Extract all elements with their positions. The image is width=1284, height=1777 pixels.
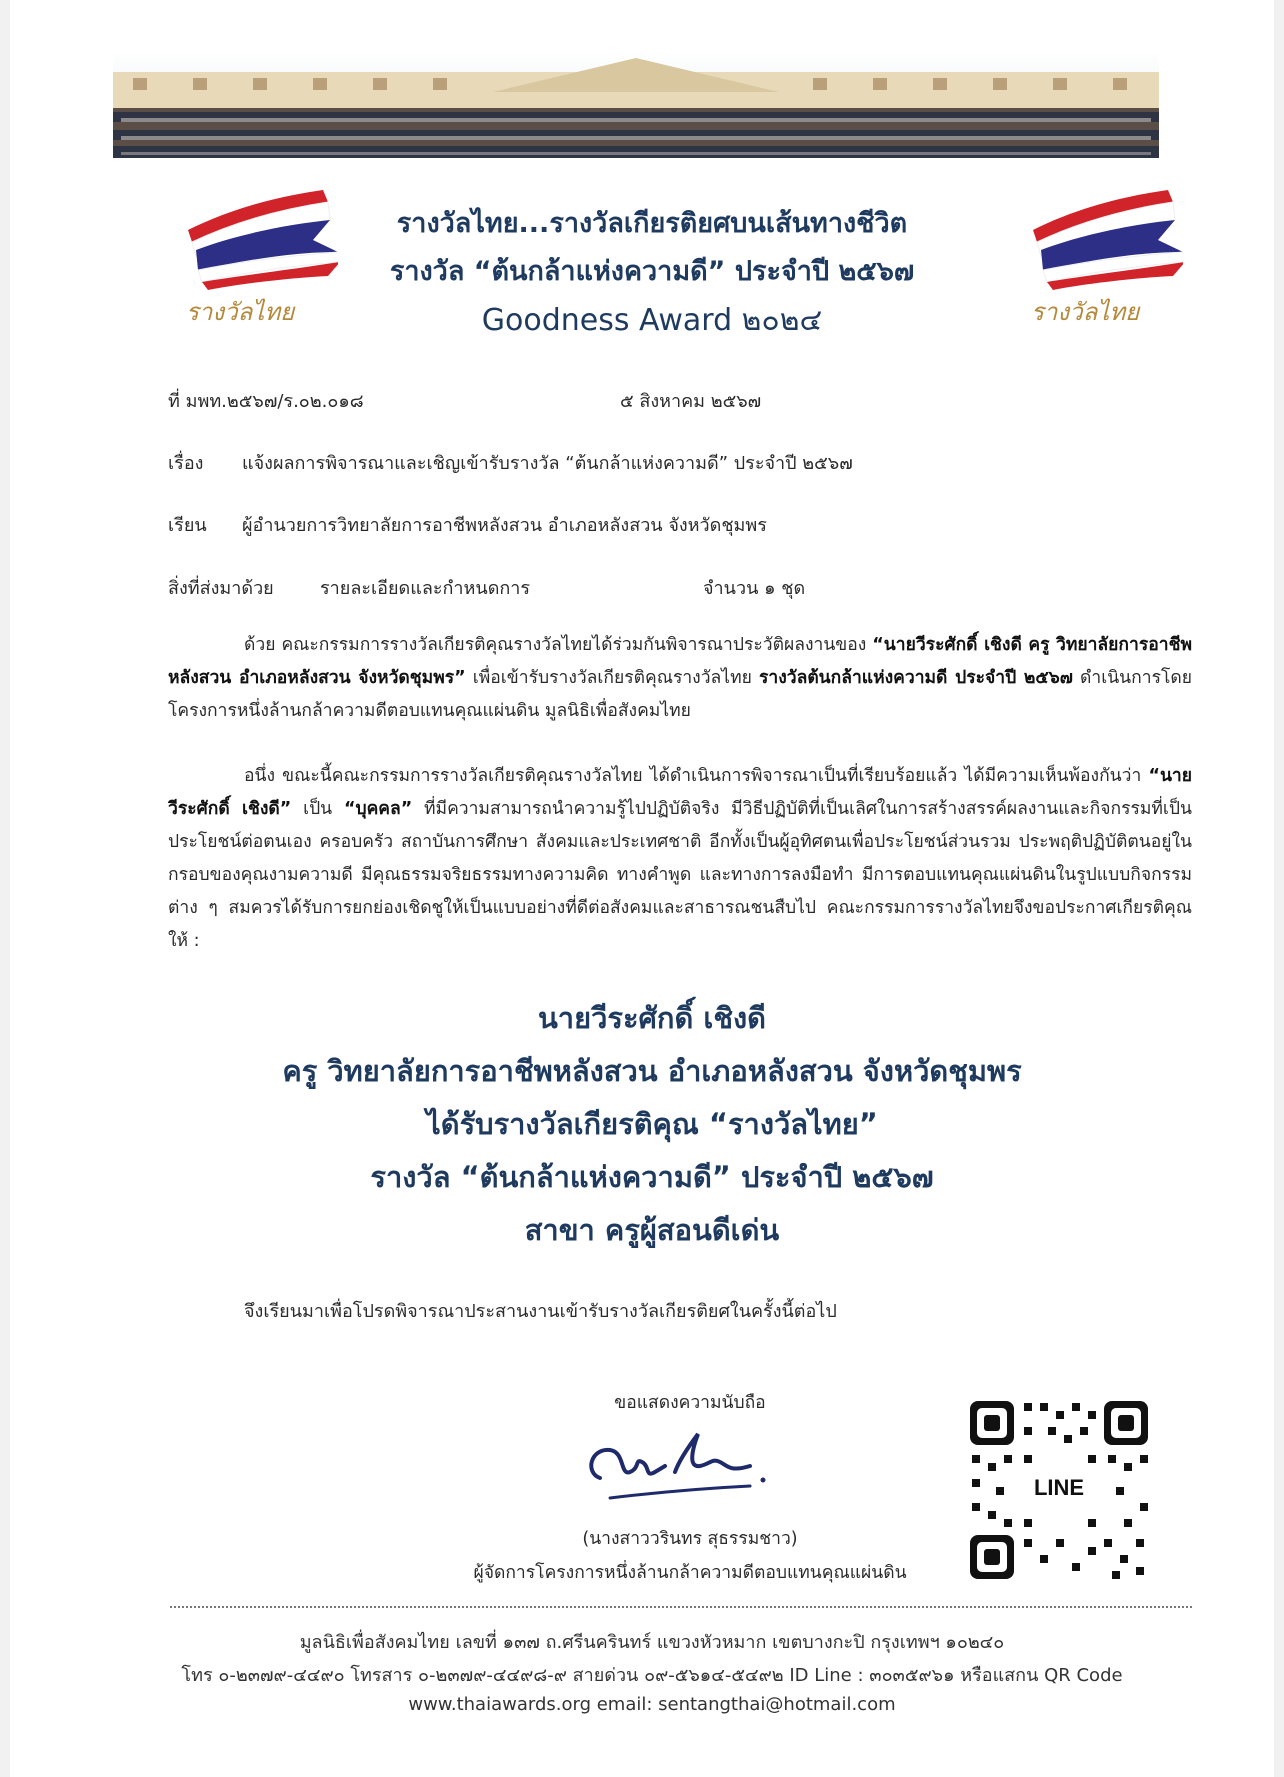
footer-web-email: www.thaiawards.org email: sentangthai@hotmail.com: [408, 1694, 896, 1715]
para1-text-a: ด้วย คณะกรรมการรางวัลเกียรติคุณรางวัลไทยได้ร่วมกันพิจารณาประวัติผลงานของ: [244, 635, 873, 655]
para2-nominee: “นายวีระศักดิ์ เชิงดี”: [168, 766, 1192, 819]
para1-award: รางวัลต้นกล้าแห่งความดี ประจำปี ๒๕๖๗: [759, 668, 1073, 688]
paragraph-intro: [168, 629, 1192, 728]
header-english-award: Goodness Award ๒๐๒๔: [481, 303, 823, 338]
subject-label: เรื่อง: [168, 453, 204, 474]
para1-text-c: เพื่อเข้ารับรางวัลเกียรติคุณรางวัลไทย: [465, 668, 759, 688]
header-title: รางวัลไทย...รางวัลเกียรติยศบนเส้นทางชีวิต: [396, 208, 908, 239]
line-qr-code[interactable]: [966, 1397, 1152, 1583]
para2-person: “บุคคล”: [343, 799, 413, 819]
award-announcement: [160, 992, 1144, 1257]
para2-text-a: อนึ่ง ขณะนี้คณะกรรมการรางวัลเกียรติคุณรางวัลไทย ได้ดำเนินการพิจารณาเป็นที่เรียบร้อยแล้ว ได้มีความเห็นพ้องกันว่า: [244, 766, 1149, 786]
recipient-position: ครู วิทยาลัยการอาชีพหลังสวน อำเภอหลังสวน จังหวัดชุมพร: [282, 1054, 1022, 1088]
para1-nominee: “นายวีระศักดิ์ เชิงดี ครู วิทยาลัยการอาชีพหลังสวน อำเภอหลังสวน จังหวัดชุมพร”: [168, 635, 1192, 688]
recipient-label: เรียน: [168, 515, 207, 536]
footer-address: มูลนิธิเพื่อสังคมไทย เลขที่ ๑๓๗ ถ.ศรีนครินทร์ แขวงหัวหมาก เขตบางกะปิ กรุงเทพฯ ๑๐๒๔๐: [299, 1632, 1005, 1653]
line-label: LINE: [1033, 1475, 1085, 1500]
footer-contacts: โทร ๐-๒๓๗๙-๔๔๙๐ โทรสาร ๐-๒๓๗๙-๔๔๙๘-๙ สายด่วน ๐๙-๕๖๑๔-๕๔๙๒ ID Line : ๓๐๓๕๙๖๑ หรือแสกน QR Code: [181, 1665, 1123, 1686]
para2-text-c: เป็น: [291, 799, 344, 819]
letter-date: ๕ สิงหาคม ๒๕๖๗: [620, 391, 762, 412]
subject-text: แจ้งผลการพิจารณาและเชิญเข้ารับรางวัล “ต้นกล้าแห่งความดี” ประจำปี ๒๕๖๗: [242, 453, 853, 474]
signature-block: [440, 1388, 940, 1583]
signatory-title: ผู้จัดการโครงการหนึ่งล้านกล้าความดีตอบแทนคุณแผ่นดิน: [473, 1563, 907, 1583]
group-photo-banner: [113, 52, 1159, 158]
recipient-name: นายวีระศักดิ์ เชิงดี: [537, 1001, 767, 1035]
header-award: รางวัล “ต้นกล้าแห่งความดี” ประจำปี ๒๕๖๗: [389, 256, 915, 287]
enclosure-label: สิ่งที่ส่งมาด้วย: [168, 578, 274, 599]
signatory-name: (นางสาววรินทร สุธรรมชาว): [582, 1529, 798, 1549]
para1-text-e: ดำเนินการโดยโครงการหนึ่งล้านกล้าความดีตอบแทนคุณแผ่นดิน มูลนิธิเพื่อสังคมไทย: [168, 668, 1192, 721]
award-honor: ได้รับรางวัลเกียรติคุณ “รางวัลไทย”: [426, 1107, 878, 1141]
enclosure-quantity: จำนวน ๑ ชุด: [703, 578, 806, 599]
award-category: สาขา ครูผู้สอนดีเด่น: [524, 1213, 780, 1247]
regards-text: ขอแสดงความนับถือ: [614, 1393, 766, 1413]
award-name: รางวัล “ต้นกล้าแห่งความดี” ประจำปี ๒๕๖๗: [370, 1160, 934, 1194]
para2-text-e: ที่มีความสามารถนำความรู้ไปปฏิบัติจริง มีวิธีปฏิบัติที่เป็นเลิศในการสร้างสรรค์ผลงานและกิจกรรมที่เป็นประโยชน์ต่อตนเอง ครอบครัว สถาบันการศึกษา สังคมและประเทศชาติ อีกทั้งเป็นผู้อุทิศตนเพื่อประโยชน์ส่วนรวม ประพฤติปฏิบัติตนอยู่ในกรอบของคุณงามความดี มีคุณธรรมจริยธรรมทางความคิด ทางคำพูด และทางการลงมือทำ มีการตอบแทนคุณแผ่นดินในรูปแบบกิจกรรมต่าง ๆ สมควรได้รับการยกย่องเชิดชูให้เป็นแบบอย่างที่ดีต่อสังคมและสาธารณชนสืบไป คณะกรรมการรางวัลไทยจึงขอประกาศเกียรติคุณให้ :: [168, 799, 1192, 951]
enclosure-text: รายละเอียดและกำหนดการ: [320, 578, 531, 599]
logo-text: รางวัลไทย: [186, 298, 295, 326]
footer-divider: [170, 1606, 1192, 1608]
letter-page: [10, 0, 1274, 1777]
handwritten-signature: [580, 1428, 780, 1508]
thai-award-logo-right: [1023, 190, 1183, 330]
recipient-text: ผู้อำนวยการวิทยาลัยการอาชีพหลังสวน อำเภอหลังสวน จังหวัดชุมพร: [242, 515, 767, 536]
flag-ribbon-icon: [1023, 190, 1183, 290]
paragraph-decision: [168, 760, 1192, 958]
reference-number: ที่ มพท.๒๕๖๗/ร.๐๒.๐๑๘: [168, 391, 364, 412]
logo-text: รางวัลไทย: [1031, 298, 1140, 326]
closing-sentence: จึงเรียนมาเพื่อโปรดพิจารณาประสานงานเข้ารับรางวัลเกียรติยศในครั้งนี้ต่อไป: [244, 1301, 837, 1322]
letter-header: [310, 200, 994, 346]
